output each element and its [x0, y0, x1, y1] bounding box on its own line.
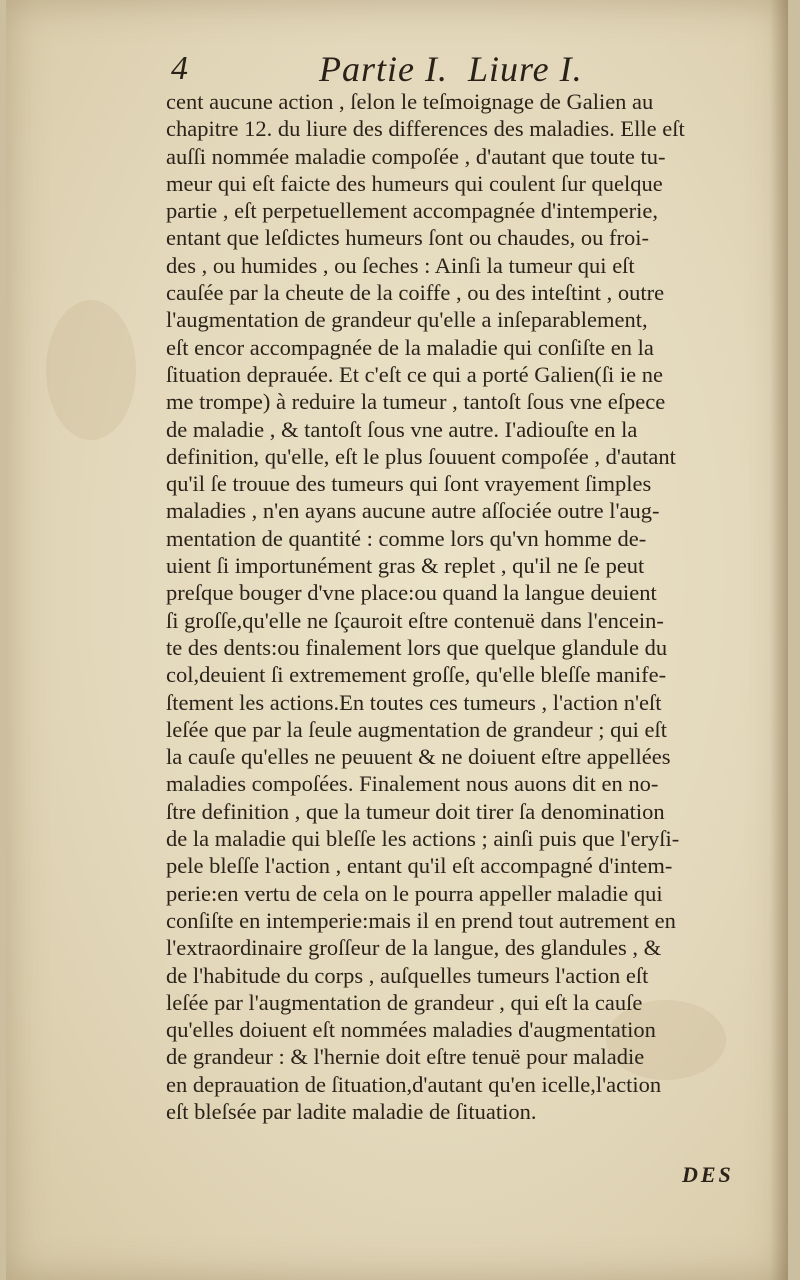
text-line: preſque bouger d'vne place:ou quand la langue deuient [166, 580, 657, 606]
running-title: Partie I. Liure I. [319, 49, 583, 89]
text-line: de l'habitude du corps , auſquelles tumeurs l'action eſt [166, 962, 649, 988]
text-line: ſtement les actions.En toutes ces tumeurs , l'action n'eſt [166, 689, 662, 715]
text-line: perie:en vertu de cela on le pourra appeller maladie qui [166, 880, 663, 906]
text-line: ſtre definition , que la tumeur doit tirer ſa denomination [166, 798, 665, 824]
paper-stain [46, 300, 136, 440]
text-line: eſt bleſsée par ladite maladie de ſituation. [166, 1098, 537, 1124]
text-line: maladies compoſées. Finalement nous auons dit en no- [166, 771, 659, 797]
text-line: col,deuient ſi extremement groſſe, qu'elle bleſſe manife- [166, 662, 667, 688]
page-number: 4 [171, 50, 188, 87]
text-line: definition, qu'elle, eſt le plus ſouuent compoſée , d'autant [166, 443, 676, 469]
text-line: auſſi nommée maladie compoſée , d'autant que toute tu- [166, 143, 666, 169]
text-line: qu'elles doiuent eſt nommées maladies d'augmentation [166, 1017, 656, 1043]
text-line: ſituation deprauée. Et c'eſt ce qui a porté Galien(ſi ie ne [166, 361, 663, 387]
text-line: en deprauation de ſituation,d'autant qu'en icelle,l'action [166, 1071, 662, 1097]
body-text [166, 88, 778, 1125]
text-line: des , ou humides , ou ſeches : Ainſi la tumeur qui eſt [166, 252, 635, 278]
page-header [171, 44, 771, 92]
text-line: la cauſe qu'elles ne peuuent & ne doiuent eſtre appellées [166, 744, 671, 770]
text-line: me trompe) à reduire la tumeur , tantoſt ſous vne eſpece [166, 389, 666, 415]
text-line: pele bleſſe l'action , entant qu'il eſt accompagné d'intem- [166, 853, 673, 879]
text-line: leſée que par la ſeule augmentation de grandeur ; qui eſt [166, 716, 668, 742]
text-line: meur qui eſt faicte des humeurs qui coulent ſur quelque [166, 170, 663, 196]
book-page [6, 0, 788, 1280]
text-line: de maladie , & tantoſt ſous vne autre. I'adiouſte en la [166, 416, 638, 442]
text-line: eſt encor accompagnée de la maladie qui conſiſte en la [166, 334, 654, 360]
text-line: maladies , n'en ayans aucune autre aſſociée outre l'aug- [166, 498, 660, 524]
catchword: DES [682, 1162, 734, 1187]
text-line: de grandeur : & l'hernie doit eſtre tenuë pour maladie [166, 1044, 645, 1070]
text-line: chapitre 12. du liure des differences des maladies. Elle eſt [166, 116, 685, 142]
text-line: cent aucune action , ſelon le teſmoignage de Galien au [166, 89, 654, 114]
text-line: qu'il ſe trouue des tumeurs qui ſont vrayement ſimples [166, 471, 652, 497]
text-line: leſée par l'augmentation de grandeur , qui eſt la cauſe [166, 989, 643, 1015]
text-line: l'augmentation de grandeur qu'elle a inſeparablement, [166, 307, 648, 333]
text-line: cauſée par la cheute de la coiffe , ou des inteſtint , outre [166, 280, 665, 306]
text-line: entant que leſdictes humeurs ſont ou chaudes, ou froi- [166, 225, 649, 251]
text-line: partie , eſt perpetuellement accompagnée d'intemperie, [166, 198, 658, 224]
text-line: te des dents:ou finalement lors que quelque glandule du [166, 634, 668, 660]
text-line: uient ſi importunément gras & replet , qu'il ne ſe peut [166, 553, 645, 579]
text-line: ſi groſſe,qu'elle ne ſçauroit eſtre contenuë dans l'encein- [166, 607, 664, 633]
text-line: de la maladie qui bleſſe les actions ; ainſi puis que l'eryſi- [166, 826, 680, 852]
text-line: conſiſte en intemperie:mais il en prend tout autrement en [166, 907, 676, 933]
text-line: l'extraordinaire groſſeur de la langue, des glandules , & [166, 935, 662, 961]
text-line: mentation de quantité : comme lors qu'vn homme de- [166, 525, 647, 551]
